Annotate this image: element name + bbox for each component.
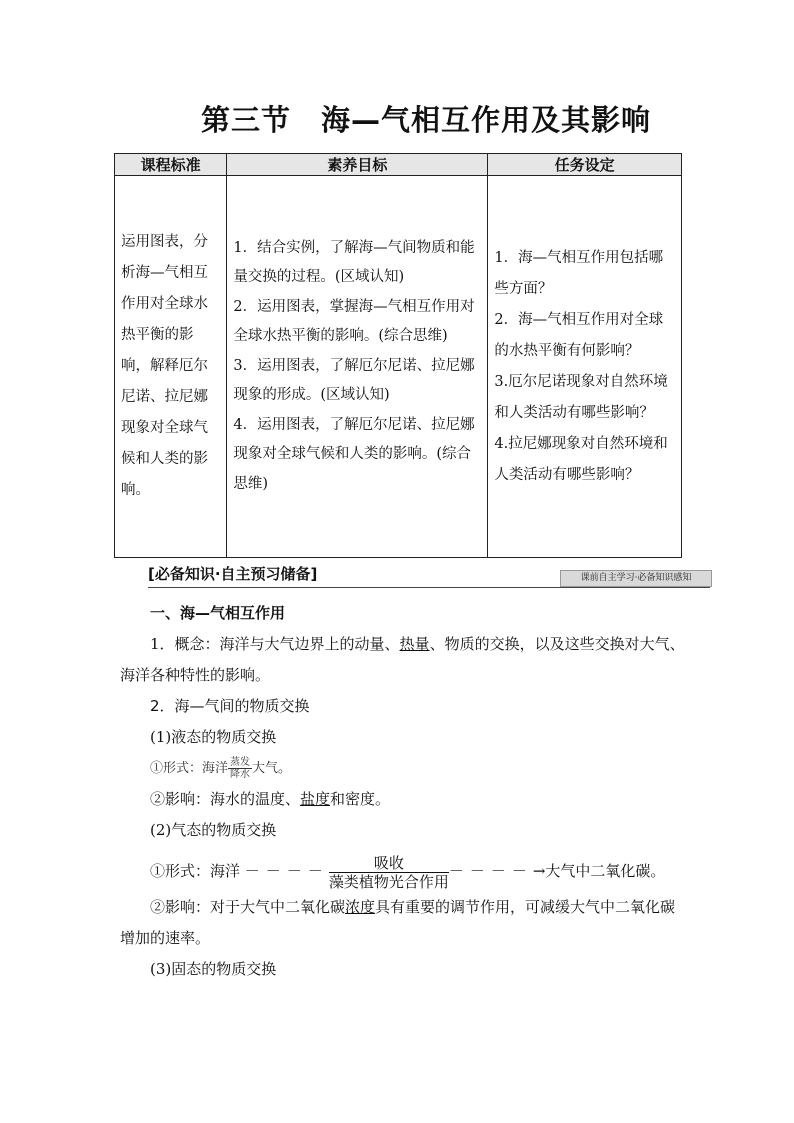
course-standard-cell: [115, 176, 227, 558]
text: ①形式：海洋: [150, 862, 241, 880]
arrow-top-label: 吸收: [373, 853, 404, 872]
paragraph-concept: [120, 629, 690, 691]
page-title: 第三节 海—气相互作用及其影响: [200, 103, 651, 137]
fraction-top: 蒸发: [230, 757, 251, 768]
task-item: 2．海—气相互作用对全球的水热平衡有何影响？: [494, 311, 664, 359]
table-header: 课程标准: [115, 154, 227, 176]
text: 和密度。: [330, 790, 391, 808]
course-objectives-table: [114, 153, 682, 558]
arrow-bottom-label: 藻类植物光合作用: [328, 872, 449, 891]
section-banner: [必备知识·自主预习储备]: [148, 565, 318, 583]
section-tag: 课前自主学习·必备知识感知: [560, 570, 712, 587]
text: ②影响：海水的温度、: [150, 790, 301, 808]
underlined-text: 热量: [399, 635, 430, 653]
table-header-row: [115, 154, 682, 176]
divider: [148, 587, 710, 588]
text: 、物质的交换，以及这些交换对大气、海洋各种特性的影响。: [120, 635, 685, 684]
exchange-fraction: [228, 757, 252, 780]
text: 大气。: [252, 761, 292, 776]
goal-item: 2．运用图表，掌握海—气相互作用对全球水热平衡的影响。(综合思维): [233, 298, 475, 345]
liquid-exchange-form: [120, 753, 690, 784]
dash-line: －－－－: [448, 862, 533, 880]
goal-item: 3．运用图表，了解厄尔尼诺、拉尼娜现象的形成。(区域认知): [233, 357, 475, 404]
heading-gas-exchange: (2)气态的物质交换: [150, 821, 277, 839]
table-header: 任务设定: [488, 154, 682, 176]
heading-sea-air-interaction: 一、海—气相互作用: [150, 604, 286, 622]
goal-item: 4．运用图表，了解厄尔尼诺、拉尼娜现象对全球气候和人类的影响。(综合思维): [233, 416, 475, 492]
course-standard-text: 运用图表，分析海—气相互作用对全球水热平衡的影响，解释厄尔尼诺、拉尼娜现象对全球气候和人类的影响。: [121, 234, 208, 498]
underlined-text: 浓度: [345, 898, 376, 916]
text: ①形式：海洋: [150, 761, 229, 776]
task-settings-cell: [488, 176, 682, 558]
text: 具有重要的调节作用，可减缓大气中二氧化碳增加的速率。: [120, 898, 676, 947]
table-row: [115, 176, 682, 558]
content-body: [120, 598, 690, 985]
fraction-bottom: 降水: [230, 769, 251, 780]
heading-material-exchange: 2．海—气间的物质交换: [150, 697, 310, 715]
goal-item: 1．结合实例，了解海—气间物质和能量交换的过程。(区域认知): [233, 239, 475, 286]
task-item: 3.厄尔尼诺现象对自然环境和人类活动有哪些影响？: [494, 373, 668, 421]
task-item: 4.拉尼娜现象对自然环境和人类活动有哪些影响？: [494, 435, 668, 483]
exchange-arrow-label: [329, 854, 449, 891]
task-item: 1．海—气相互作用包括哪些方面？: [494, 249, 664, 297]
heading-liquid-exchange: (1)液态的物质交换: [150, 728, 277, 746]
underlined-text: 盐度: [300, 790, 331, 808]
gas-exchange-form: [120, 850, 690, 892]
literacy-goals-cell: [227, 176, 488, 558]
heading-solid-exchange: (3)固态的物质交换: [150, 960, 277, 978]
text: ②影响：对于大气中二氧化碳: [150, 898, 346, 916]
gas-exchange-effect: [120, 892, 690, 954]
text: 1．概念：海洋与大气边界上的动量、: [150, 635, 400, 653]
table-header: 素养目标: [227, 154, 488, 176]
dash-line: －－－－: [244, 862, 329, 880]
text: →大气中二氧化碳。: [532, 862, 666, 880]
liquid-exchange-effect: [120, 784, 690, 815]
